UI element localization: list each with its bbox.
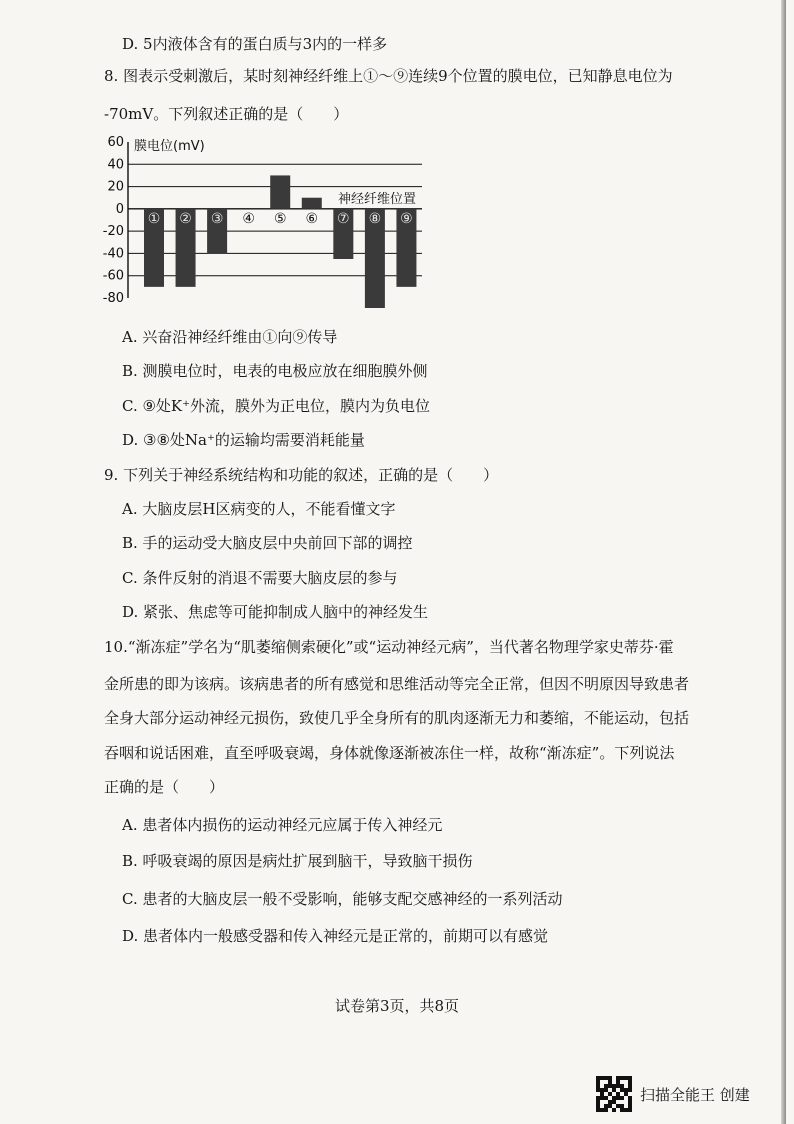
qr-code-icon (596, 1076, 632, 1112)
q10-option-b: B. 呼吸衰竭的原因是病灶扩展到脑干，导致脑干损伤 (122, 852, 473, 870)
q10-stem-line-2: 金所患的即为该病。该病患者的所有感觉和思维活动等完全正常，但因不明原因导致患者 (104, 675, 690, 693)
scanner-label: 扫描全能王 创建 (640, 1085, 750, 1104)
x-category-label: ⑦ (337, 210, 350, 227)
q10-stem-line-3: 全身大部分运动神经元损伤，致使几乎全身所有的肌肉逐渐无力和萎缩，不能运动，包括 (104, 709, 690, 727)
y-axis-label: 膜电位(mV) (134, 139, 205, 154)
q9-stem: 9. 下列关于神经系统结构和功能的叙述，正确的是（ ） (104, 466, 499, 484)
y-tick-label: -40 (102, 246, 124, 262)
y-tick-label: -80 (102, 291, 124, 306)
q8-option-a: A. 兴奋沿神经纤维由①向⑨传导 (122, 328, 338, 346)
q8-option-b: B. 测膜电位时，电表的电极应放在细胞膜外侧 (122, 362, 428, 380)
x-category-label: ④ (242, 210, 255, 227)
x-category-label: ① (147, 210, 161, 227)
chart-canvas (100, 132, 430, 308)
y-tick-label: 20 (107, 179, 124, 195)
q9-option-c: C. 条件反射的消退不需要大脑皮层的参与 (122, 569, 398, 587)
q7-option-d: D. 5内液体含有的蛋白质与3内的一样多 (122, 35, 388, 53)
q8-option-d: D. ③⑧处Na⁺的运输均需要消耗能量 (122, 431, 365, 449)
q9-option-b: B. 手的运动受大脑皮层中央前回下部的调控 (122, 534, 413, 552)
y-tick-label: 0 (115, 201, 124, 217)
bar (270, 175, 290, 208)
q9-option-d: D. 紧张、焦虑等可能抑制成人脑中的神经发生 (122, 603, 429, 621)
q9-option-a: A. 大脑皮层H区病变的人，不能看懂文字 (122, 500, 396, 518)
q10-stem-line-4: 吞咽和说话困难，直至呼吸衰竭，身体就像逐渐被冻住一样，故称“渐冻症”。下列说法 (104, 744, 675, 762)
y-tick-label: -20 (102, 224, 124, 240)
bar (302, 198, 322, 209)
q8-option-c: C. ⑨处K⁺外流，膜外为正电位，膜内为负电位 (122, 397, 431, 415)
x-category-label: ⑤ (273, 210, 287, 227)
q10-stem-line-5: 正确的是（ ） (104, 778, 225, 796)
q8-stem-line-1: 8. 图表示受刺激后，某时刻神经纤维上①～⑨连续9个位置的膜电位，已知静息电位为 (104, 67, 673, 85)
y-tick-label: 40 (107, 157, 124, 173)
y-tick-label: 60 (107, 135, 124, 150)
page-edge-shadow (781, 0, 786, 1124)
q10-option-c: C. 患者的大脑皮层一般不受影响，能够支配交感神经的一系列活动 (122, 890, 563, 908)
membrane-potential-chart (100, 132, 430, 308)
x-category-label: ② (179, 210, 192, 227)
q10-stem-line-1: 10.“渐冻症”学名为“肌萎缩侧索硬化”或“运动神经元病”，当代著名物理学家史蒂芬·霍 (104, 638, 674, 656)
x-category-label: ⑨ (400, 210, 413, 227)
q8-stem-line-2: -70mV。下列叙述正确的是（ ） (104, 105, 349, 123)
y-tick-label: -60 (102, 268, 124, 284)
x-category-label: ⑧ (368, 210, 382, 227)
scanner-watermark (596, 1076, 750, 1112)
q10-option-a: A. 患者体内损伤的运动神经元应属于传入神经元 (122, 816, 443, 834)
x-category-label: ③ (210, 210, 224, 227)
q10-option-d: D. 患者体内一般感受器和传入神经元是正常的，前期可以有感觉 (122, 927, 549, 945)
page-footer: 试卷第3页，共8页 (334, 997, 460, 1015)
x-category-label: ⑥ (305, 210, 319, 227)
x-axis-label: 神经纤维位置 (337, 191, 416, 207)
